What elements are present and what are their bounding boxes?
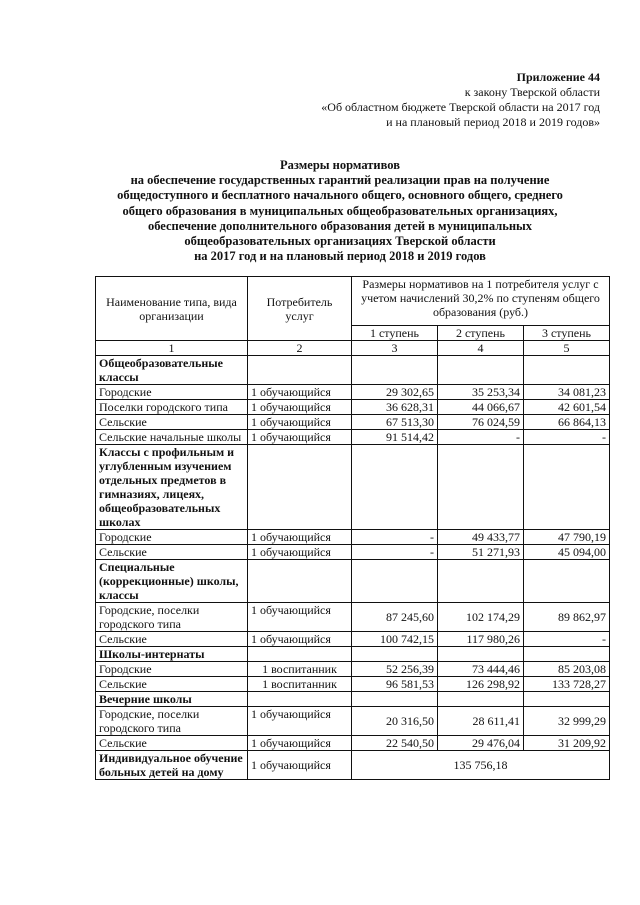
table-row <box>96 707 610 736</box>
value-step-1: - <box>352 530 438 545</box>
table-row <box>96 530 610 545</box>
title-line: общеобразовательных организациях Тверской области <box>184 234 496 249</box>
value-step-2: - <box>438 430 524 445</box>
value-step-2: 117 980,26 <box>438 632 524 647</box>
col-number: 4 <box>438 341 524 356</box>
table-row <box>96 430 610 445</box>
col-number: 3 <box>352 341 438 356</box>
value-all-steps: 135 756,18 <box>352 751 610 780</box>
value-step-3: 45 094,00 <box>524 545 610 560</box>
row-consumer: 1 обучающийся <box>248 751 352 780</box>
title-line: на 2017 год и на плановый период 2018 и 2019 годов <box>194 249 486 264</box>
section-row <box>96 560 610 603</box>
appendix-header <box>180 70 600 130</box>
row-name: Поселки городского типа <box>96 400 248 415</box>
value-step-2: 28 611,41 <box>438 707 524 736</box>
value-step-3: 32 999,29 <box>524 707 610 736</box>
section-title: Общеобразовательные классы <box>96 356 248 385</box>
value-step-1: 87 245,60 <box>352 603 438 632</box>
value-step-1: 100 742,15 <box>352 632 438 647</box>
header-consumer: Потребитель услуг <box>248 277 352 341</box>
row-consumer: 1 обучающийся <box>248 530 352 545</box>
table-row <box>96 415 610 430</box>
document-title <box>95 158 585 264</box>
value-step-2: 49 433,77 <box>438 530 524 545</box>
value-step-2: 35 253,34 <box>438 385 524 400</box>
row-name: Сельские <box>96 415 248 430</box>
value-step-2: 29 476,04 <box>438 736 524 751</box>
value-step-2: 73 444,46 <box>438 662 524 677</box>
title-line: общедоступного и бесплатного начального общего, основного общего, среднего <box>117 188 563 203</box>
row-consumer: 1 воспитанник <box>248 677 352 692</box>
value-step-1: 67 513,30 <box>352 415 438 430</box>
normatives-table <box>95 276 610 780</box>
value-step-1: 22 540,50 <box>352 736 438 751</box>
table-row <box>96 662 610 677</box>
row-name: Сельские <box>96 632 248 647</box>
column-numbers-row <box>96 341 610 356</box>
value-step-2: 76 024,59 <box>438 415 524 430</box>
row-consumer: 1 обучающийся <box>248 632 352 647</box>
row-consumer: 1 обучающийся <box>248 430 352 445</box>
value-step-3: 31 209,92 <box>524 736 610 751</box>
value-step-3: 66 864,13 <box>524 415 610 430</box>
table-row <box>96 603 610 632</box>
row-consumer: 1 обучающийся <box>248 400 352 415</box>
section-title: Классы с профильным и углубленным изучением отдельных предметов в гимназиях, лицеях, общеобразовательных школах <box>96 445 248 530</box>
table-row <box>96 632 610 647</box>
table-row <box>96 385 610 400</box>
col-number: 1 <box>96 341 248 356</box>
row-consumer: 1 обучающийся <box>248 385 352 400</box>
table-row <box>96 751 610 780</box>
row-name: Сельские <box>96 677 248 692</box>
value-step-3: 85 203,08 <box>524 662 610 677</box>
value-step-1: 96 581,53 <box>352 677 438 692</box>
row-consumer: 1 обучающийся <box>248 415 352 430</box>
header-norm-size: Размеры нормативов на 1 потребителя услуг с учетом начислений 30,2% по ступеням общего образования (руб.) <box>352 277 610 326</box>
section-title: Вечерние школы <box>96 692 248 707</box>
row-name: Сельские <box>96 736 248 751</box>
row-consumer: 1 обучающийся <box>248 603 352 632</box>
appendix-line: «Об областном бюджете Тверской области на 2017 год <box>321 100 600 114</box>
col-number: 2 <box>248 341 352 356</box>
row-name: Сельские начальные школы <box>96 430 248 445</box>
section-title: Специальные (коррекционные) школы, классы <box>96 560 248 603</box>
value-step-2: 51 271,93 <box>438 545 524 560</box>
row-name: Городские, поселки городского типа <box>96 603 248 632</box>
row-name: Городские <box>96 530 248 545</box>
value-step-1: 52 256,39 <box>352 662 438 677</box>
value-step-3: - <box>524 430 610 445</box>
value-step-1: 29 302,65 <box>352 385 438 400</box>
header-step-1: 1 ступень <box>352 326 438 341</box>
value-step-2: 102 174,29 <box>438 603 524 632</box>
value-step-3: 47 790,19 <box>524 530 610 545</box>
value-step-2: 126 298,92 <box>438 677 524 692</box>
title-line: на обеспечение государственных гарантий реализации прав на получение <box>130 173 550 188</box>
row-consumer: 1 обучающийся <box>248 545 352 560</box>
section-title: Школы-интернаты <box>96 647 248 662</box>
row-consumer: 1 обучающийся <box>248 736 352 751</box>
value-step-2: 44 066,67 <box>438 400 524 415</box>
header-org-type: Наименование типа, вида организации <box>96 277 248 341</box>
title-line: Размеры нормативов <box>280 158 400 172</box>
value-step-3: 89 862,97 <box>524 603 610 632</box>
value-step-3: 42 601,54 <box>524 400 610 415</box>
value-step-1: - <box>352 545 438 560</box>
row-name: Городские <box>96 662 248 677</box>
table-row <box>96 677 610 692</box>
value-step-1: 20 316,50 <box>352 707 438 736</box>
section-row <box>96 692 610 707</box>
header-step-2: 2 ступень <box>438 326 524 341</box>
section-row <box>96 647 610 662</box>
section-title: Индивидуальное обучение больных детей на дому <box>96 751 248 780</box>
value-step-3: 34 081,23 <box>524 385 610 400</box>
row-name: Городские, поселки городского типа <box>96 707 248 736</box>
row-name: Городские <box>96 385 248 400</box>
table-row <box>96 400 610 415</box>
row-consumer: 1 обучающийся <box>248 707 352 736</box>
value-step-3: - <box>524 632 610 647</box>
appendix-line: и на плановый период 2018 и 2019 годов» <box>386 115 600 129</box>
header-step-3: 3 ступень <box>524 326 610 341</box>
col-number: 5 <box>524 341 610 356</box>
appendix-line: к закону Тверской области <box>464 85 600 99</box>
row-name: Сельские <box>96 545 248 560</box>
title-line: обеспечение дополнительного образования детей в муниципальных <box>147 218 533 233</box>
table-row <box>96 545 610 560</box>
appendix-number: Приложение 44 <box>516 70 600 84</box>
section-row <box>96 445 610 530</box>
row-consumer: 1 воспитанник <box>248 662 352 677</box>
value-step-1: 91 514,42 <box>352 430 438 445</box>
section-row <box>96 356 610 385</box>
value-step-3: 133 728,27 <box>524 677 610 692</box>
table-header-row <box>96 277 610 326</box>
title-line: общего образования в муниципальных общеобразовательных организациях, <box>122 203 558 218</box>
table-row <box>96 736 610 751</box>
value-step-1: 36 628,31 <box>352 400 438 415</box>
